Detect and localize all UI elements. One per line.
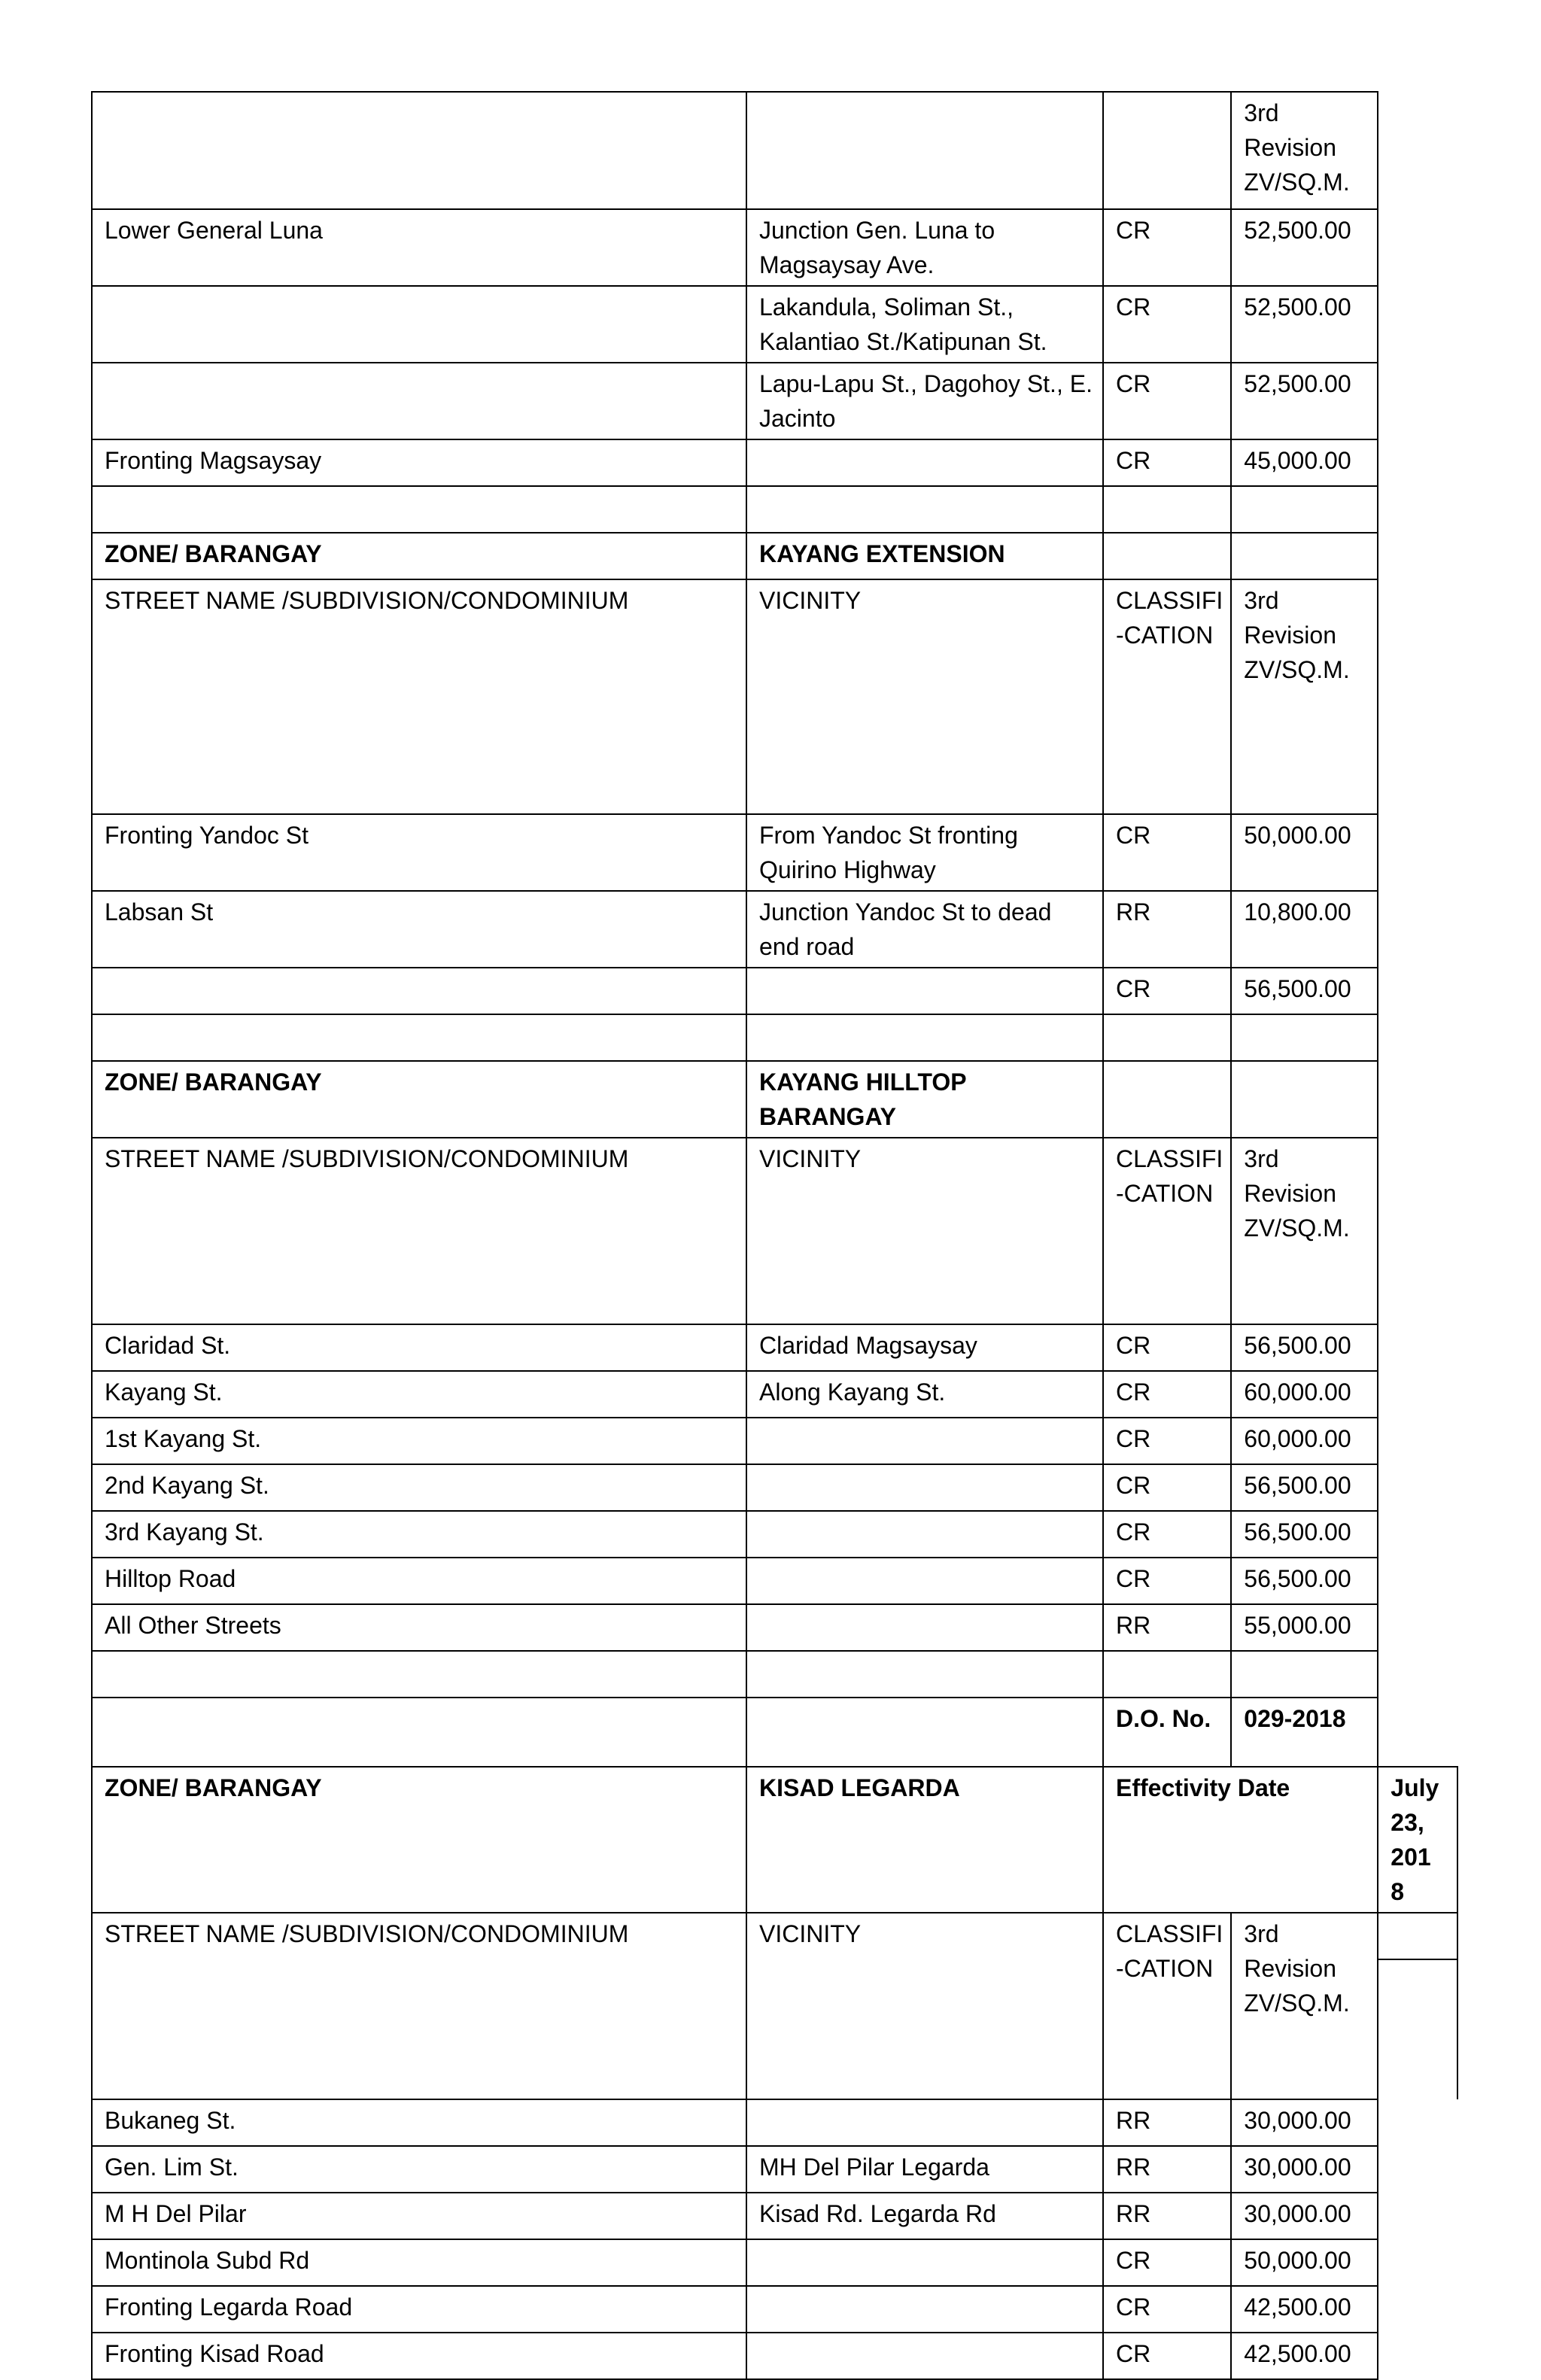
- classification-cell: CR: [1103, 439, 1231, 486]
- street-cell: [92, 363, 746, 439]
- vicinity-cell: From Yandoc St fronting Quirino Highway: [746, 814, 1103, 891]
- value-cell: 52,500.00: [1231, 286, 1378, 363]
- value-cell: 60,000.00: [1231, 1418, 1378, 1464]
- classification-cell: CLASSIFI -CATION: [1103, 579, 1231, 814]
- street-cell: Montinola Subd Rd: [92, 2239, 746, 2286]
- column-header-row: [92, 579, 1457, 814]
- classification-cell: CR: [1103, 286, 1231, 363]
- table-row: [92, 1014, 1457, 1061]
- street-cell: [92, 486, 746, 533]
- blank-margin: [1378, 968, 1457, 1014]
- classification-cell: CR: [1103, 2286, 1231, 2333]
- vicinity-cell: Junction Gen. Luna to Magsaysay Ave.: [746, 209, 1103, 286]
- value-cell: 56,500.00: [1231, 1324, 1378, 1371]
- classification-cell: RR: [1103, 2193, 1231, 2239]
- vicinity-cell: [746, 1604, 1103, 1651]
- vicinity-cell: KAYANG EXTENSION: [746, 533, 1103, 579]
- street-cell: Labsan St: [92, 891, 746, 968]
- zone-effectivity-row: [92, 1767, 1457, 1913]
- table-row: [92, 209, 1457, 286]
- vicinity-cell: [746, 1464, 1103, 1511]
- street-cell: Fronting Legarda Road: [92, 2286, 746, 2333]
- zonal-value-table: [91, 91, 1458, 2380]
- street-cell: Hilltop Road: [92, 1558, 746, 1604]
- street-cell: Claridad St.: [92, 1324, 746, 1371]
- blank-margin: [1378, 2146, 1457, 2193]
- street-cell: Bukaneg St.: [92, 2099, 746, 2146]
- classification-cell: RR: [1103, 2099, 1231, 2146]
- value-cell: 3rd Revision ZV/SQ.M.: [1231, 1138, 1378, 1324]
- classification-cell: RR: [1103, 891, 1231, 968]
- street-cell: All Other Streets: [92, 1604, 746, 1651]
- value-cell: 56,500.00: [1231, 1464, 1378, 1511]
- vicinity-cell: [746, 1511, 1103, 1558]
- blank-margin: [1378, 2193, 1457, 2239]
- blank-margin: [1378, 439, 1457, 486]
- table-row: [92, 1651, 1457, 1698]
- value-cell: 56,500.00: [1231, 968, 1378, 1014]
- classification-cell: [1103, 1061, 1231, 1138]
- table-row: [92, 891, 1457, 968]
- value-cell: 30,000.00: [1231, 2193, 1378, 2239]
- value-cell: 3rd Revision ZV/SQ.M.: [1231, 92, 1378, 209]
- value-cell: 60,000.00: [1231, 1371, 1378, 1418]
- blank-margin: [1378, 1061, 1457, 1138]
- blank-margin: [1378, 486, 1457, 533]
- classification-cell: CR: [1103, 814, 1231, 891]
- vicinity-cell: [746, 2286, 1103, 2333]
- street-cell: [92, 968, 746, 1014]
- table-row: [92, 439, 1457, 486]
- value-cell: 55,000.00: [1231, 1604, 1378, 1651]
- table-row: [92, 1371, 1457, 1418]
- column-header-row: [92, 1913, 1457, 2099]
- classification-cell: [1103, 486, 1231, 533]
- street-cell: [92, 1651, 746, 1698]
- zone-name: KISAD LEGARDA: [746, 1767, 1103, 1913]
- street-cell: [92, 1014, 746, 1061]
- vicinity-cell: [746, 968, 1103, 1014]
- table-row: [92, 486, 1457, 533]
- vicinity-cell: [746, 439, 1103, 486]
- vicinity-cell: Lakandula, Soliman St., Kalantiao St./Katipunan St.: [746, 286, 1103, 363]
- vicinity-cell: [746, 1014, 1103, 1061]
- vicinity-cell: [746, 2099, 1103, 2146]
- blank-margin: [1378, 209, 1457, 286]
- value-cell: 10,800.00: [1231, 891, 1378, 968]
- blank-margin: [1378, 1511, 1457, 1558]
- column-header-row: [92, 1138, 1457, 1324]
- blank-margin: [1378, 1014, 1457, 1061]
- table-row: [92, 92, 1457, 209]
- classification-cell: RR: [1103, 2146, 1231, 2193]
- value-cell: 3rd Revision ZV/SQ.M.: [1231, 1913, 1378, 2099]
- vicinity-cell: [746, 1418, 1103, 1464]
- vicinity-cell: [746, 1558, 1103, 1604]
- blank-margin: [1378, 891, 1457, 968]
- classification-cell: CLASSIFI -CATION: [1103, 1138, 1231, 1324]
- classification-cell: [1103, 533, 1231, 579]
- street-cell: 2nd Kayang St.: [92, 1464, 746, 1511]
- vicinity-cell: [746, 486, 1103, 533]
- classification-cell: CR: [1103, 2333, 1231, 2379]
- blank-margin: [1378, 1651, 1457, 1698]
- street-cell: [92, 92, 746, 209]
- street-cell: 1st Kayang St.: [92, 1418, 746, 1464]
- classification-cell: RR: [1103, 1604, 1231, 1651]
- value-cell: 029-2018: [1231, 1698, 1378, 1767]
- value-cell: 56,500.00: [1231, 1511, 1378, 1558]
- table-row: [92, 2193, 1457, 2239]
- blank-margin: [1378, 814, 1457, 891]
- table-row: [92, 968, 1457, 1014]
- table-row: [92, 1418, 1457, 1464]
- zone-label: ZONE/ BARANGAY: [92, 1767, 746, 1913]
- table-row: [92, 1511, 1457, 1558]
- vicinity-cell: Junction Yandoc St to dead end road: [746, 891, 1103, 968]
- table-row: [92, 2146, 1457, 2193]
- vicinity-cell: [746, 1698, 1103, 1767]
- blank-margin: [1378, 1558, 1457, 1604]
- blank-margin: [1378, 2286, 1457, 2333]
- classification-cell: CR: [1103, 1371, 1231, 1418]
- classification-cell: CR: [1103, 1558, 1231, 1604]
- street-cell: STREET NAME /SUBDIVISION/CONDOMINIUM: [92, 1913, 746, 2099]
- table-row: [92, 1558, 1457, 1604]
- effectivity-date-label: Effectivity Date: [1103, 1767, 1378, 1913]
- value-cell: 45,000.00: [1231, 439, 1378, 486]
- table-row: [92, 1324, 1457, 1371]
- table-body: [92, 92, 1457, 2379]
- classification-cell: [1103, 1014, 1231, 1061]
- value-cell: [1231, 1014, 1378, 1061]
- blank-margin: [1378, 2333, 1457, 2379]
- blank-margin: [1378, 2099, 1457, 2146]
- vicinity-cell: [746, 2239, 1103, 2286]
- blank-margin: [1378, 92, 1457, 209]
- table-row: [92, 2239, 1457, 2286]
- street-cell: STREET NAME /SUBDIVISION/CONDOMINIUM: [92, 579, 746, 814]
- classification-cell: [1103, 1651, 1231, 1698]
- street-cell: [92, 286, 746, 363]
- vicinity-cell: Kisad Rd. Legarda Rd: [746, 2193, 1103, 2239]
- street-cell: Fronting Magsaysay: [92, 439, 746, 486]
- value-cell: 30,000.00: [1231, 2099, 1378, 2146]
- vicinity-cell: Along Kayang St.: [746, 1371, 1103, 1418]
- classification-cell: CR: [1103, 1324, 1231, 1371]
- zone-heading-row: [92, 1061, 1457, 1138]
- vicinity-cell: Lapu-Lapu St., Dagohoy St., E. Jacinto: [746, 363, 1103, 439]
- effectivity-date-value: July 23, 201 8: [1378, 1767, 1457, 1913]
- blank-margin: [1378, 1698, 1457, 1767]
- vicinity-cell: [746, 1651, 1103, 1698]
- vicinity-cell: VICINITY: [746, 1913, 1103, 2099]
- classification-cell: CR: [1103, 2239, 1231, 2286]
- value-cell: 42,500.00: [1231, 2286, 1378, 2333]
- table-row: [92, 363, 1457, 439]
- blank-margin: [1378, 1464, 1457, 1511]
- street-cell: Lower General Luna: [92, 209, 746, 286]
- classification-cell: CR: [1103, 1418, 1231, 1464]
- table-row: [92, 2333, 1457, 2379]
- vicinity-cell: VICINITY: [746, 1138, 1103, 1324]
- blank-margin: [1378, 1371, 1457, 1418]
- blank-margin: [1378, 2239, 1457, 2286]
- value-cell: 42,500.00: [1231, 2333, 1378, 2379]
- blank-margin: [1378, 286, 1457, 363]
- value-cell: 3rd Revision ZV/SQ.M.: [1231, 579, 1378, 814]
- classification-cell: CR: [1103, 209, 1231, 286]
- classification-cell: CR: [1103, 1464, 1231, 1511]
- value-cell: 52,500.00: [1231, 363, 1378, 439]
- table-row: [92, 286, 1457, 363]
- table-row: [92, 1464, 1457, 1511]
- classification-cell: CLASSIFI -CATION: [1103, 1913, 1231, 2099]
- value-cell: 56,500.00: [1231, 1558, 1378, 1604]
- street-cell: ZONE/ BARANGAY: [92, 533, 746, 579]
- street-cell: Kayang St.: [92, 1371, 746, 1418]
- classification-cell: CR: [1103, 968, 1231, 1014]
- value-cell: [1231, 1061, 1378, 1138]
- extra-cell: [1378, 1913, 1457, 2099]
- value-cell: 30,000.00: [1231, 2146, 1378, 2193]
- value-cell: [1231, 486, 1378, 533]
- vicinity-cell: Claridad Magsaysay: [746, 1324, 1103, 1371]
- blank-margin: [1378, 579, 1457, 814]
- street-cell: [92, 1698, 746, 1767]
- vicinity-cell: KAYANG HILLTOP BARANGAY: [746, 1061, 1103, 1138]
- vicinity-cell: MH Del Pilar Legarda: [746, 2146, 1103, 2193]
- blank-margin: [1378, 533, 1457, 579]
- table-row: [92, 814, 1457, 891]
- street-cell: ZONE/ BARANGAY: [92, 1061, 746, 1138]
- table-row: [92, 2286, 1457, 2333]
- classification-cell: [1103, 92, 1231, 209]
- blank-margin: [1378, 363, 1457, 439]
- value-cell: [1231, 533, 1378, 579]
- vicinity-cell: [746, 2333, 1103, 2379]
- classification-cell: CR: [1103, 1511, 1231, 1558]
- zone-heading-row: [92, 1698, 1457, 1767]
- value-cell: 52,500.00: [1231, 209, 1378, 286]
- value-cell: 50,000.00: [1231, 2239, 1378, 2286]
- street-cell: STREET NAME /SUBDIVISION/CONDOMINIUM: [92, 1138, 746, 1324]
- blank-margin: [1378, 1418, 1457, 1464]
- classification-cell: CR: [1103, 363, 1231, 439]
- vicinity-cell: VICINITY: [746, 579, 1103, 814]
- street-cell: Fronting Yandoc St: [92, 814, 746, 891]
- extra-cell-box: [1378, 1913, 1457, 1960]
- classification-cell: D.O. No.: [1103, 1698, 1231, 1767]
- street-cell: Fronting Kisad Road: [92, 2333, 746, 2379]
- zone-heading-row: [92, 533, 1457, 579]
- table-row: [92, 1604, 1457, 1651]
- street-cell: Gen. Lim St.: [92, 2146, 746, 2193]
- street-cell: M H Del Pilar: [92, 2193, 746, 2239]
- blank-margin: [1378, 1138, 1457, 1324]
- blank-margin: [1378, 1324, 1457, 1371]
- value-cell: [1231, 1651, 1378, 1698]
- blank-margin: [1378, 1604, 1457, 1651]
- street-cell: 3rd Kayang St.: [92, 1511, 746, 1558]
- vicinity-cell: [746, 92, 1103, 209]
- table-row: [92, 2099, 1457, 2146]
- value-cell: 50,000.00: [1231, 814, 1378, 891]
